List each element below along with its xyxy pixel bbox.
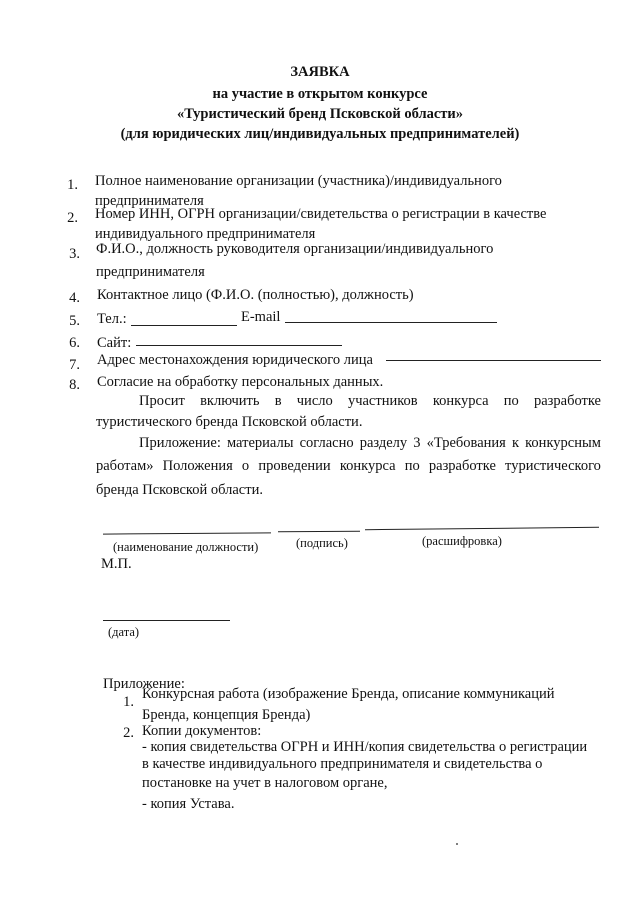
item-1-line-1: Полное наименование организации (участника)/индивидуального <box>95 173 502 189</box>
decode-signature-line <box>365 527 599 530</box>
request-paragraph-line-1: Просит включить в число участников конкурса по разработке <box>139 393 601 409</box>
address-field-line <box>386 360 601 361</box>
item-1-line-2: предпринимателя <box>95 193 204 209</box>
date-line <box>103 620 230 621</box>
item-number: 4. <box>69 290 80 306</box>
scan-speck <box>456 843 458 845</box>
item-2-line-1: Номер ИНН, ОГРН организации/свидетельства о регистрации в качестве <box>95 206 547 222</box>
appendix-item-2-line-2: - копия свидетельства ОГРН и ИНН/копия свидетельства о регистрации <box>142 739 588 755</box>
item-number: 1. <box>67 177 78 193</box>
email-label: E-mail <box>241 309 281 325</box>
item-number: 8. <box>69 377 80 393</box>
document-subtitle-3: (для юридических лиц/индивидуальных предпринимателей) <box>120 126 520 142</box>
item-number: 2. <box>67 210 78 226</box>
request-paragraph-line-2: туристического бренда Псковской области. <box>96 414 363 430</box>
document-subtitle-1: на участие в открытом конкурсе <box>212 86 428 102</box>
signature-caption: (подпись) <box>296 536 348 550</box>
item-3-line-1: Ф.И.О., должность руководителя организации/индивидуального <box>96 241 494 257</box>
item-number: 6. <box>69 335 80 351</box>
item-number: 5. <box>69 313 80 329</box>
attachment-paragraph-line-3: бренда Псковской области. <box>96 482 263 498</box>
stamp-label: М.П. <box>101 556 132 572</box>
document-title: ЗАЯВКА <box>290 64 350 80</box>
appendix-title: Приложение: <box>103 676 185 692</box>
appendix-item-1-line-2: Бренда, концепция Бренда) <box>142 707 311 723</box>
item-4-line-1: Контактное лицо (Ф.И.О. (полностью), должность) <box>97 287 414 303</box>
position-signature-line <box>103 532 271 534</box>
position-caption: (наименование должности) <box>113 540 259 554</box>
item-number: 7. <box>69 357 80 373</box>
address-label: Адрес местонахождения юридического лица <box>97 352 373 368</box>
decode-caption: (расшифровка) <box>422 534 502 548</box>
appendix-item-2-line-5: - копия Устава. <box>142 796 235 812</box>
email-field-line <box>285 322 497 323</box>
attachment-paragraph-line-1: Приложение: материалы согласно разделу 3 «Требования к конкурсным <box>139 435 601 451</box>
item-3-line-2: предпринимателя <box>96 264 205 280</box>
appendix-item-number: 1. <box>123 694 134 710</box>
date-caption: (дата) <box>108 625 140 639</box>
attachment-paragraph-line-2: работам» Положения о проведении конкурса по разработке туристического <box>96 458 601 474</box>
consent-text: Согласие на обработку персональных данных. <box>97 374 384 390</box>
appendix-item-1-line-1: Конкурсная работа (изображение Бренда, описание коммуникаций <box>142 686 555 702</box>
phone-field-line <box>131 325 237 326</box>
appendix-item-number: 2. <box>123 725 134 741</box>
item-2-line-2: индивидуального предпринимателя <box>95 226 316 242</box>
phone-label: Тел.: <box>97 311 127 327</box>
appendix-item-2-line-1: Копии документов: <box>142 723 262 739</box>
appendix-item-2-line-4: постановке на учет в налоговом органе, <box>142 775 388 791</box>
site-field-line <box>136 345 342 346</box>
item-number: 3. <box>69 246 80 262</box>
signature-line <box>278 531 360 533</box>
site-label: Сайт: <box>97 335 132 351</box>
appendix-item-2-line-3: в качестве индивидуального предпринимателя и свидетельства о <box>142 756 543 772</box>
document-subtitle-2: «Туристический бренд Псковской области» <box>176 106 464 122</box>
